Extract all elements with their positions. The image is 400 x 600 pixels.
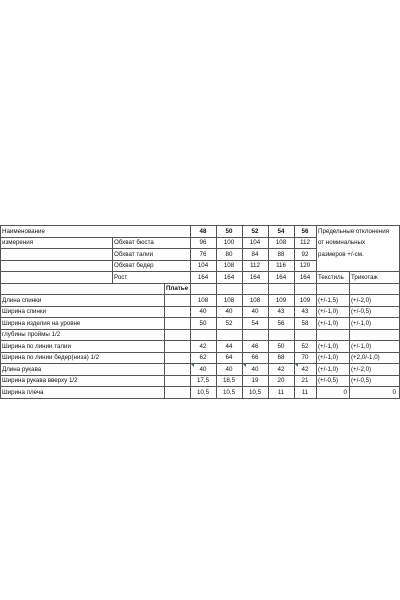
knit-tolerance: (+/-1,0) — [351, 319, 372, 327]
grid-line — [216, 225, 217, 398]
header-name-label: Наименование — [2, 227, 45, 235]
grid-line — [190, 225, 191, 398]
base-measure-value: 100 — [223, 239, 235, 246]
grid-line — [0, 375, 316, 376]
base-measure-value: 164 — [275, 273, 287, 281]
base-measure-value: 108 — [275, 239, 287, 246]
measure-value: 17,5 — [196, 377, 210, 384]
cell-marker-icon — [243, 364, 246, 367]
measure-label: глубины проймы 1/2 — [2, 331, 61, 338]
measure-value: 10,5 — [248, 388, 262, 396]
measure-value: 40 — [251, 365, 259, 373]
grid-line — [316, 340, 400, 341]
grid-line — [112, 260, 316, 261]
measure-value: 46 — [251, 342, 259, 350]
textile-header: Текстиль — [318, 273, 344, 281]
measure-value: 50 — [199, 319, 207, 327]
grid-line — [242, 225, 243, 398]
measure-value: 52 — [301, 342, 309, 350]
cell-marker-icon — [191, 364, 194, 367]
base-measure-value: 104 — [249, 239, 261, 246]
grid-line — [0, 329, 316, 330]
measure-value: 42 — [301, 365, 309, 373]
grid-line — [0, 317, 316, 318]
grid-line — [0, 260, 112, 261]
base-measure-value: 120 — [299, 262, 311, 269]
measure-value: 18,5 — [222, 377, 236, 384]
measure-value: 10,5 — [196, 388, 210, 396]
measure-label: Ширина спинки — [2, 308, 47, 315]
grid-line — [316, 306, 400, 307]
measure-value: 40 — [199, 308, 207, 315]
grid-line — [112, 237, 113, 283]
grid-line — [0, 283, 112, 284]
measure-value: 64 — [225, 354, 233, 361]
grid-line — [0, 294, 316, 295]
grid-line — [0, 225, 316, 226]
knit-tolerance: (+/-2,0) — [351, 296, 372, 304]
grid-line — [0, 398, 316, 399]
grid-line — [0, 225, 1, 398]
measure-value: 40 — [199, 365, 207, 373]
grid-line — [112, 283, 316, 284]
tolerance-header: Предельные отклонения — [318, 227, 390, 235]
size-header: 50 — [225, 227, 233, 235]
knit-tolerance: (+2,0/-1,0) — [351, 354, 380, 361]
measure-value: 42 — [277, 365, 285, 373]
grid-line — [316, 225, 317, 398]
base-measure-value: 84 — [251, 250, 259, 258]
base-measure-value: 164 — [223, 273, 235, 281]
knit-tolerance: 0 — [392, 388, 396, 396]
size-header: 52 — [251, 227, 259, 235]
measure-value: 109 — [299, 296, 311, 304]
grid-line — [164, 283, 165, 398]
measure-value: 108 — [249, 296, 261, 304]
tolerance-header-2: от номинальных — [318, 239, 366, 246]
measure-label: Ширина рукава вверху 1/2 — [2, 377, 78, 384]
grid-line — [112, 237, 316, 238]
base-measure-value: 92 — [301, 250, 309, 258]
base-measure-value: 164 — [249, 273, 261, 281]
grid-line — [0, 237, 112, 238]
textile-tolerance: (+/-0,5) — [318, 377, 339, 384]
grid-line — [0, 352, 316, 353]
grid-line — [0, 271, 112, 272]
knit-tolerance: (+/-2,0) — [351, 365, 372, 373]
grid-line — [349, 271, 350, 398]
measure-value: 21 — [301, 377, 309, 384]
grid-line — [0, 386, 316, 387]
grid-line — [316, 386, 400, 387]
grid-line — [112, 248, 316, 249]
measure-value: 108 — [223, 296, 235, 304]
base-measure-value: 116 — [276, 262, 286, 269]
textile-tolerance: 0 — [343, 388, 347, 396]
grid-line — [316, 363, 400, 364]
base-measure-value: 76 — [199, 250, 207, 258]
grid-line — [0, 248, 112, 249]
measure-value: 43 — [301, 308, 309, 315]
measure-value: 50 — [277, 342, 285, 350]
base-measure-value: 104 — [197, 262, 209, 269]
textile-tolerance: (+/-1,0) — [318, 365, 339, 373]
knit-tolerance: (+/-0,5) — [351, 308, 372, 315]
knit-header: Трикотаж — [351, 273, 378, 281]
measure-value: 54 — [251, 319, 259, 327]
measure-value: 68 — [277, 354, 285, 361]
measure-value: 58 — [301, 319, 309, 327]
grid-line — [268, 225, 269, 398]
measure-label: Длина рукава — [2, 365, 42, 373]
measure-value: 40 — [225, 308, 233, 315]
base-measure-value: 164 — [299, 273, 311, 281]
base-measure-label: Рост — [114, 273, 128, 281]
grid-line — [316, 283, 400, 284]
measure-value: 43 — [277, 308, 285, 315]
measure-value: 62 — [199, 354, 207, 361]
base-measure-value: 80 — [225, 250, 233, 258]
grid-line — [316, 329, 400, 330]
measure-value: 70 — [301, 354, 309, 361]
grid-line — [316, 225, 400, 226]
grid-line — [0, 363, 316, 364]
measure-value: 11 — [277, 388, 285, 396]
measure-value: 20 — [277, 377, 285, 384]
measure-value: 10,5 — [222, 388, 236, 396]
base-measure-value: 112 — [250, 262, 260, 269]
textile-tolerance: (+/-1,0) — [318, 342, 339, 350]
base-measure-label: Обхват бедер — [114, 262, 154, 269]
grid-line — [316, 317, 400, 318]
grid-line — [316, 398, 400, 399]
knit-tolerance: (+/-0,5) — [351, 377, 372, 384]
measure-label: Ширина по линии талии — [2, 342, 71, 350]
grid-line — [0, 340, 316, 341]
measure-label: Ширина изделия на уровне — [2, 319, 81, 327]
grid-line — [112, 271, 316, 272]
measure-value: 40 — [225, 365, 233, 373]
size-header: 48 — [199, 227, 207, 235]
grid-line — [0, 306, 316, 307]
base-measure-value: 88 — [277, 250, 285, 258]
textile-tolerance: (+/-1,0) — [318, 319, 339, 327]
cell-marker-icon — [295, 364, 298, 367]
measure-label: Ширина плеча — [2, 388, 44, 396]
measure-value: 109 — [275, 296, 287, 304]
textile-tolerance: (+/-1,0) — [318, 354, 339, 361]
measure-value: 19 — [251, 377, 259, 384]
base-measure-value: 108 — [223, 262, 235, 269]
size-header: 56 — [301, 227, 309, 235]
header-name-label-2: измерения — [2, 239, 34, 246]
measure-value: 56 — [277, 319, 285, 327]
section-title: Платье — [165, 285, 189, 292]
measure-value: 44 — [225, 342, 233, 350]
size-header: 54 — [277, 227, 285, 235]
measure-value: 11 — [301, 388, 309, 396]
grid-line — [316, 271, 400, 272]
base-measure-label: Обхват бюста — [114, 239, 154, 246]
measure-label: Ширина по линии бедер(низа) 1/2 — [2, 354, 100, 361]
tolerance-header-3: размеров +/-см. — [318, 250, 364, 258]
textile-tolerance: (+/-1,0) — [318, 308, 339, 315]
base-measure-value: 96 — [199, 239, 207, 246]
base-measure-value: 112 — [300, 239, 310, 246]
measure-value: 42 — [199, 342, 207, 350]
grid-line — [294, 225, 295, 398]
grid-line — [316, 294, 400, 295]
measure-value: 40 — [251, 308, 259, 315]
measure-value: 66 — [251, 354, 259, 361]
knit-tolerance: (+/-1,0) — [351, 342, 372, 350]
grid-line — [316, 352, 400, 353]
textile-tolerance: (+/-1,5) — [318, 296, 339, 304]
measure-label: Длина спинки — [2, 296, 42, 304]
grid-line — [316, 375, 400, 376]
base-measure-label: Обхват талии — [114, 250, 154, 258]
measure-value: 108 — [197, 296, 209, 304]
measure-value: 52 — [225, 319, 233, 327]
base-measure-value: 164 — [197, 273, 209, 281]
